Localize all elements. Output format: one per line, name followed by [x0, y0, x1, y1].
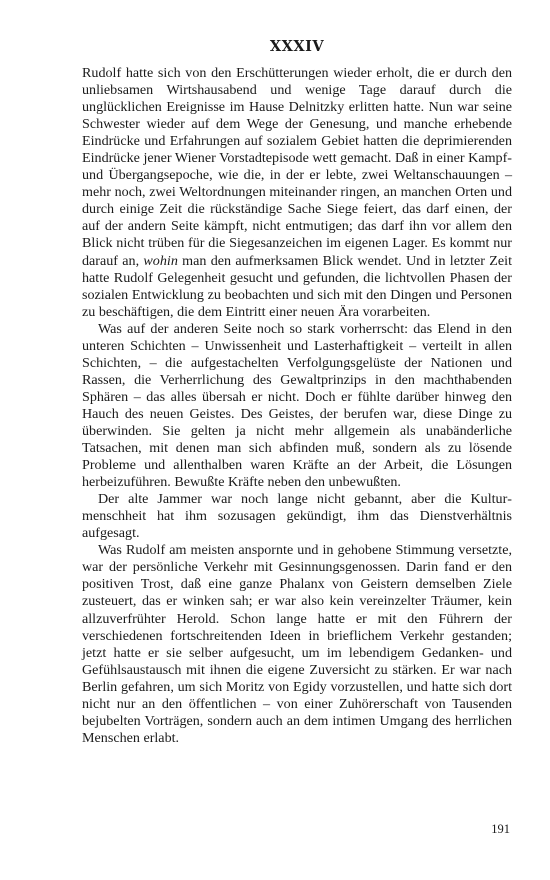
chapter-title: XXXIV [269, 38, 325, 55]
paragraph-1-text-a: Rudolf hatte sich von den Erschütterungen wieder erholt, die er durch den unliebsamen Wirtshausabend und wenige Tage darauf durch die unglücklichen Ereignisse im Hause Delnitzky erlitten hatte. Nun war seine Schwester wieder auf dem Wege der Genesung, und manche erhebende Eindrücke und Erfahrungen auf sozialem Gebiet hatten die deprimierenden Eindrücke jener Wiener Vorstadtepisode wett gemacht. Daß in einer Kampf- und Übergangsepoche, wie die, in der er lebte, zwei Weltanschauungen – mehr noch, zwei Weltordnungen miteinander ringen, an manchen Orten und durch einige Zeit die rückständige Sache Siege feiert, das darf einen, der auf der andern Seite kämpft, nicht entmutigen; das darf ihn vor allem den Blick nicht trüben für die Siegesanzeichen im eigenen Lager. Es kommt nur darauf an, [82, 65, 512, 269]
paragraph-1-emphasis: wohin [143, 252, 178, 269]
paragraph-4: Was Rudolf am meisten anspornte und in gehobene Stimmung versetzte, war der persönliche Verkehr mit Gesinnungsgenossen. Darin fand er den positiven Trost, daß eine ganze Phalanx von Geistern demselben Ziele zusteuert, das er winken sah; er war also kein vereinzelter Träumer, kein allzuverfrühter Herold. Schon lange hatte er mit den Führern der verschiedenen fortschreitenden Ideen in brieflichem Verkehr gestanden; jetzt hatte er sie selber aufgesucht, um im lebendigem Gedanken- und Gefühlsaustausch mit ihnen die eigene Zuversicht zu stärken. Er war nach Berlin gefahren, um sich Moritz von Egidy vorzustellen, und hatte sich dort nicht nur an den öffentlichen – von einer Zuhörerschaft von Tausenden bejubelten Vorträgen, sondern auch an dem intimen Umgang des herrlichen Menschen erlabt. [82, 542, 512, 746]
paragraph-1 [82, 65, 512, 321]
paragraph-3: Der alte Jammer war noch lange nicht gebannt, aber die Kulturmenschheit hat ihm sozusagen gekündigt, ihm das Dienstverhältnis aufgesagt. [82, 491, 512, 542]
paragraph-2: Was auf der anderen Seite noch so stark vorherrscht: das Elend in den unteren Schichten – Unwissenheit und Lasterhaftigkeit – verteilt in allen Schichten, – die aufgestachelten Verfolgungsgelüste der Nationen und Rassen, die Verherrlichung des Gewaltprinzips in den machthabenden Sphären – das alles übersah er nicht. Doch er fühlte darüber hinweg den Hauch des neuen Geistes. Des Geistes, der berufen war, diese Dinge zu überwinden. Sie gelten ja nicht mehr allgemein als unabänderliche Tatsachen, mit denen man sich abfinden muß, sondern als zu lösende Probleme und allenthalben waren Kräfte an der Arbeit, die Lösungen herbeizuführen. Bewußte Kräfte neben den unbewußten. [82, 320, 512, 491]
book-page [82, 38, 512, 747]
paragraph-1-text-b: man den aufmerksamen Blick wendet. Und in letzter Zeit hatte Rudolf Gelegenheit gesucht und gefunden, die lichtvollen Phasen der sozialen Entwicklung zu beobachten und sich mit den Dingen und Personen zu beschäftigen, die dem Eintritt einer neuen Ära vorarbeiten. [82, 252, 512, 320]
page-number: 191 [491, 822, 510, 836]
